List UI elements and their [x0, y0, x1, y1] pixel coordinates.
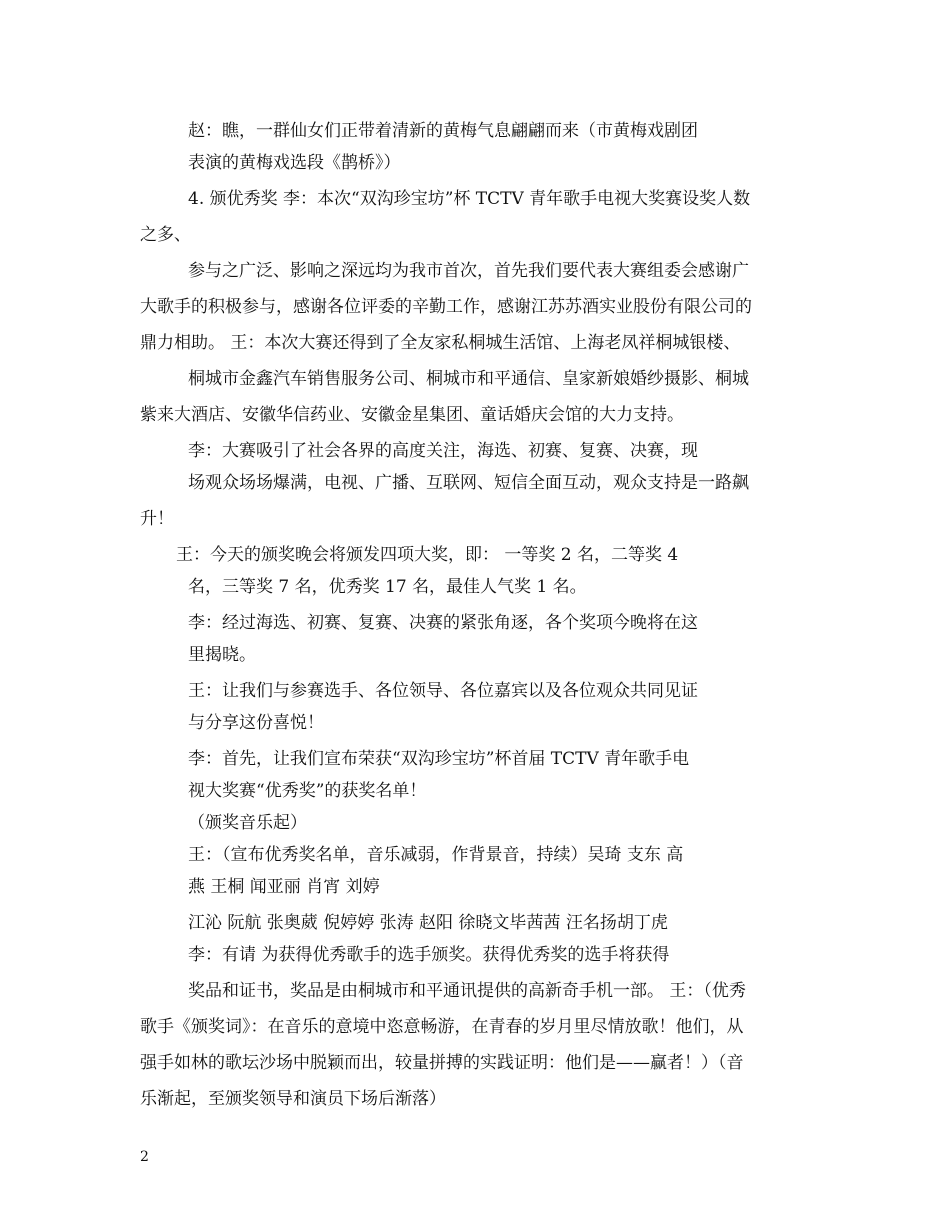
body-line-2: 表演的黄梅戏选段《鹊桥》）	[188, 153, 401, 173]
body-line-8: 桐城市金鑫汽车销售服务公司、桐城市和平通信、皇家新娘婚纱摄影、桐城	[188, 369, 749, 389]
body-line-4: 之多、	[140, 225, 191, 245]
body-line-19: 李：首先，让我们宣布荣获“双沟珍宝坊”杯首届 TCTV 青年歌手电	[188, 749, 690, 769]
body-line-11: 场观众场场爆满，电视、广播、互联网、短信全面互动，观众支持是一路飙	[188, 473, 749, 493]
body-line-17: 王：让我们与参赛选手、各位领导、各位嘉宾以及各位观众共同见证	[188, 681, 698, 701]
body-line-6: 大歌手的积极参与，感谢各位评委的辛勤工作，感谢江苏苏酒实业股份有限公司的	[140, 297, 752, 317]
body-line-9: 紫来大酒店、安徽华信药业、安徽金星集团、童话婚庆会馆的大力支持。	[140, 405, 684, 425]
body-line-1: 赵：瞧，一群仙女们正带着清新的黄梅气息翩翩而来（市黄梅戏剧团	[188, 121, 698, 141]
body-line-23: 燕 王桐 闻亚丽 肖宵 刘婷	[188, 877, 380, 897]
body-line-15: 李：经过海选、初赛、复赛、决赛的紧张角逐，各个奖项今晚将在这	[188, 613, 698, 633]
body-line-29: 乐渐起，至颁奖领导和演员下场后渐落）	[140, 1089, 446, 1109]
body-line-3: 4. 颁优秀奖 李：本次“双沟珍宝坊”杯 TCTV 青年歌手电视大奖赛设奖人数	[188, 189, 751, 209]
body-line-14: 名，三等奖 7 名，优秀奖 17 名，最佳人气奖 1 名。	[188, 577, 587, 597]
body-line-28: 强手如林的歌坛沙场中脱颖而出，较量拼搏的实践证明：他们是——赢者！）（音	[140, 1053, 744, 1073]
body-line-13: 王：今天的颁奖晚会将颁发四项大奖，即： 一等奖 2 名，二等奖 4	[176, 545, 679, 565]
body-line-21: （颁奖音乐起）	[188, 813, 307, 833]
body-line-20: 视大奖赛“优秀奖”的获奖名单！	[188, 781, 427, 801]
body-line-16: 里揭晓。	[188, 645, 256, 665]
body-line-27: 歌手《颁奖词》：在音乐的意境中恣意畅游，在青春的岁月里尽情放歌！他们，从	[140, 1017, 744, 1037]
body-line-25: 李：有请 为获得优秀歌手的选手颁奖。获得优秀奖的选手将获得	[188, 945, 670, 965]
body-line-26: 奖品和证书，奖品是由桐城市和平通讯提供的高新奇手机一部。 王：（优秀	[188, 981, 746, 1001]
body-line-12: 升！	[140, 509, 174, 529]
body-line-22: 王：（宣布优秀奖名单，音乐减弱，作背景音，持续）吴琦 支东 高	[188, 845, 684, 865]
page-number: 2	[140, 1149, 149, 1165]
body-line-18: 与分享这份喜悦！	[188, 713, 324, 733]
body-line-7: 鼎力相助。 王：本次大赛还得到了全友家私桐城生活馆、上海老凤祥桐城银楼、	[140, 333, 741, 353]
body-line-24: 江沁 阮航 张奥葳 倪婷婷 张涛 赵阳 徐晓文毕茜茜 汪名扬胡丁虎	[188, 913, 668, 933]
body-line-5: 参与之广泛、影响之深远均为我市首次，首先我们要代表大赛组委会感谢广	[188, 261, 749, 281]
body-line-10: 李：大赛吸引了社会各界的高度关注，海选、初赛、复赛、决赛，现	[188, 441, 698, 461]
